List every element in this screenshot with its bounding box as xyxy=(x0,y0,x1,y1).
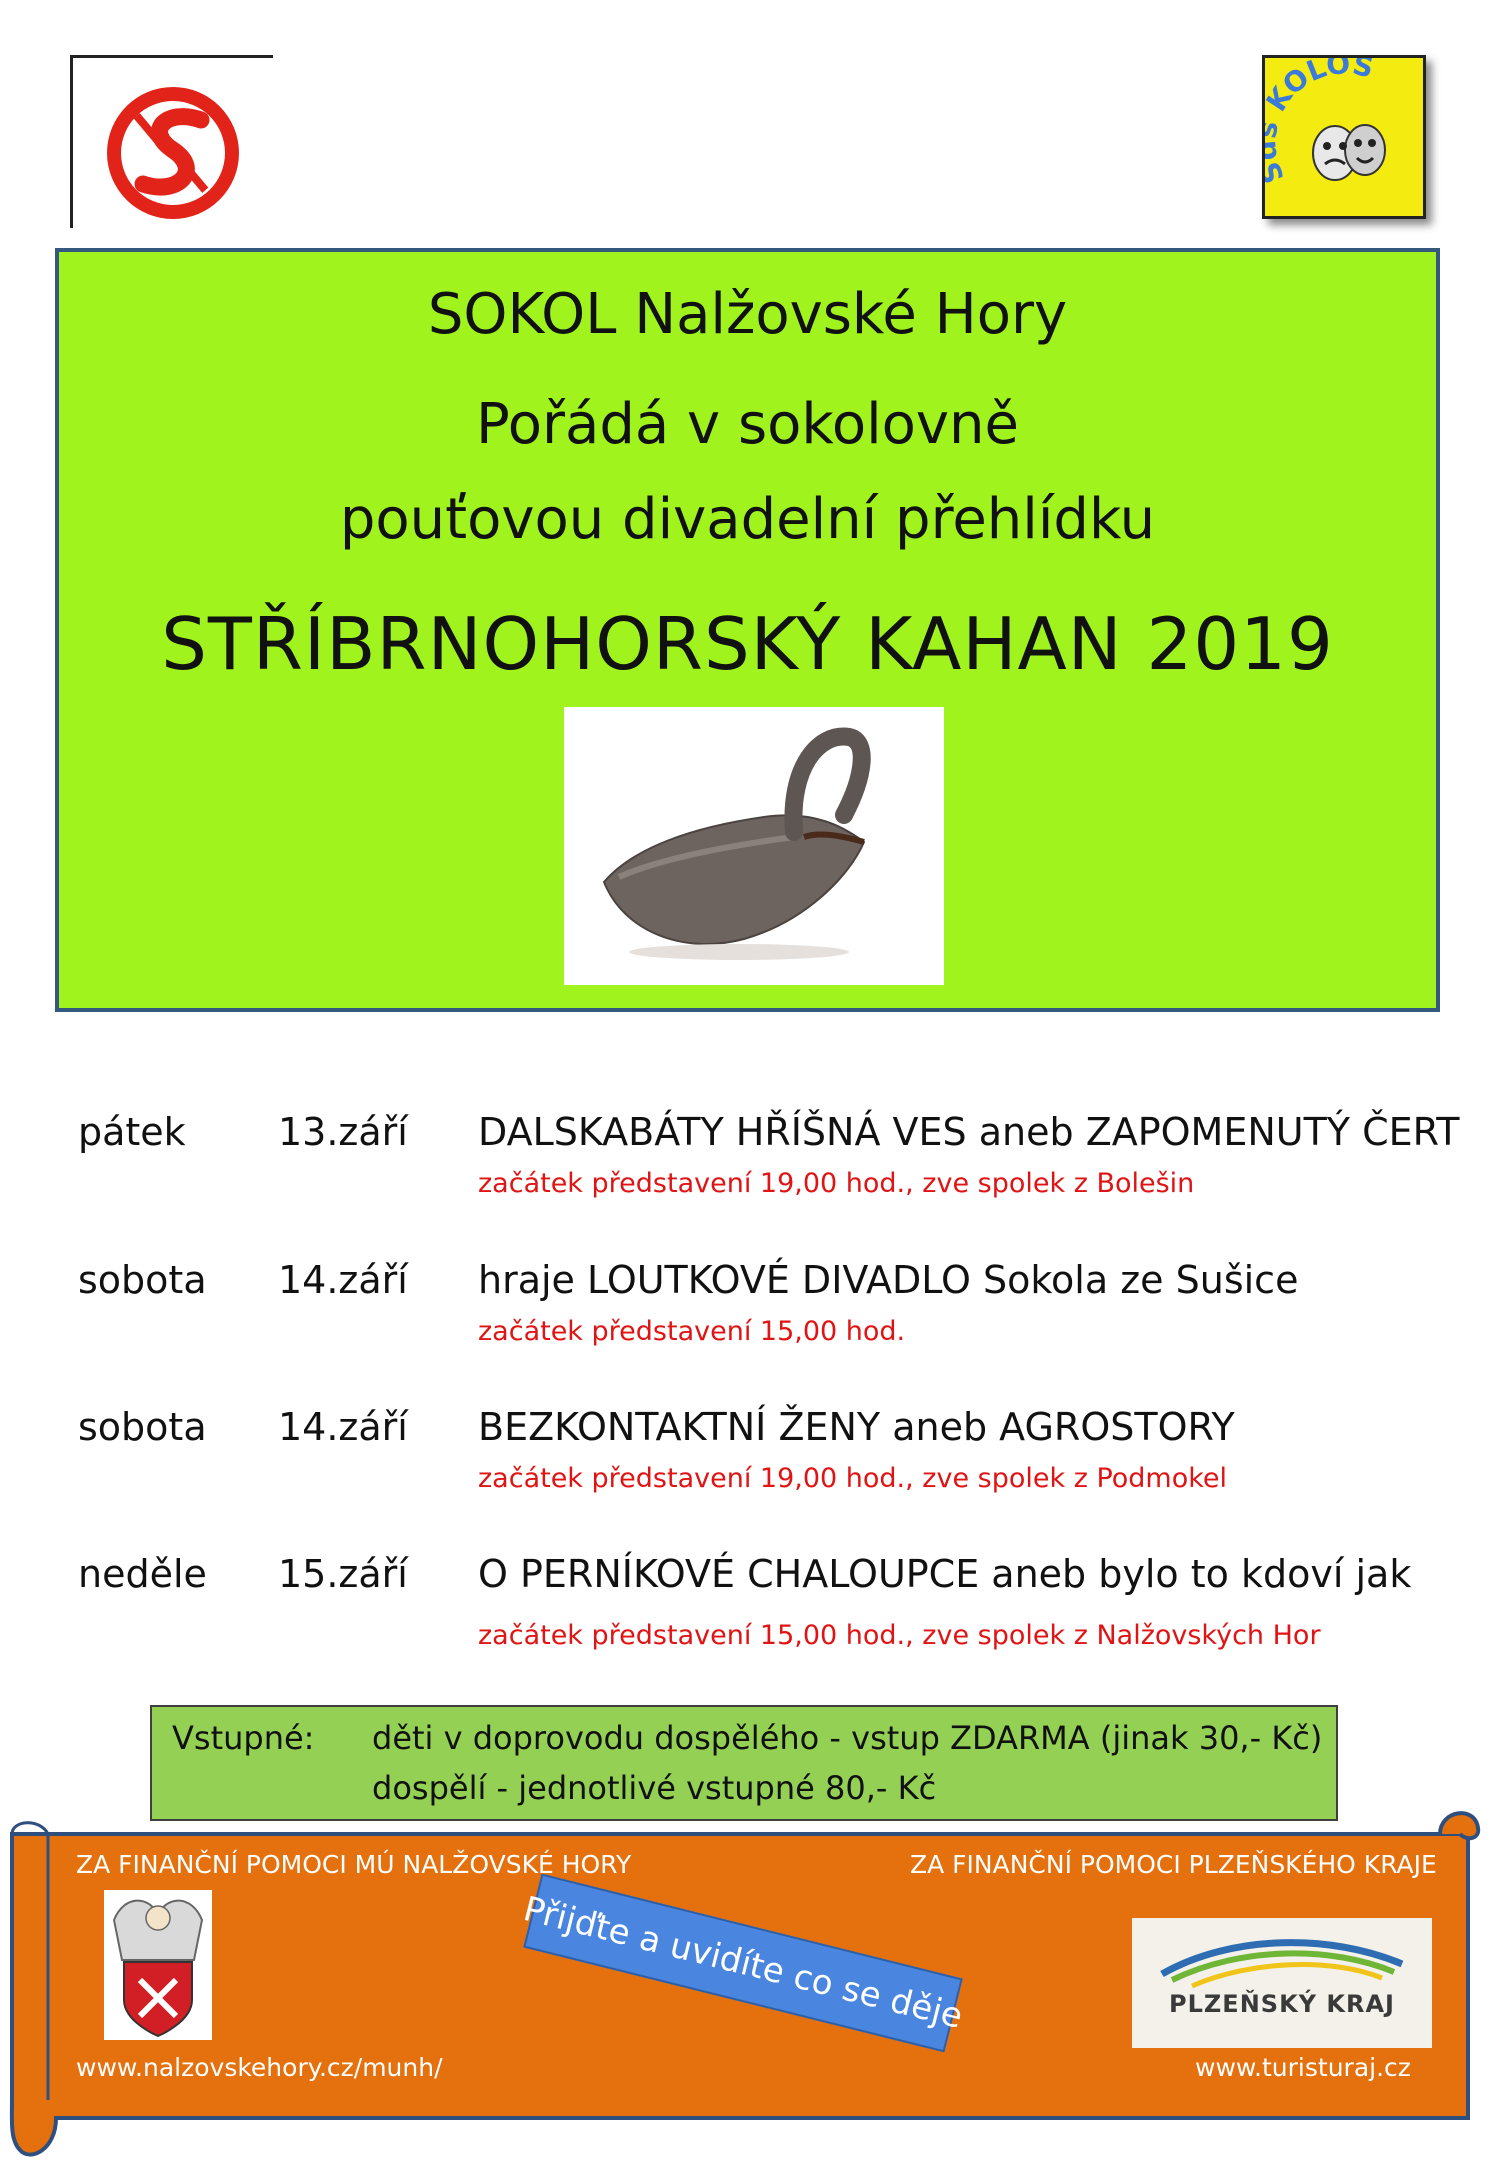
schedule-day: pátek xyxy=(78,1110,186,1154)
admission-adults: dospělí - jednotlivé vstupné 80,- Kč xyxy=(372,1769,937,1807)
admission-label: Vstupné: xyxy=(172,1719,315,1757)
plzen-region-logo xyxy=(1132,1918,1432,2048)
sponsor-left: ZA FINANČNÍ POMOCI MÚ NALŽOVSKÉ HORY xyxy=(76,1850,632,1879)
event-title: STŘÍBRNOHORSKÝ KAHAN 2019 xyxy=(161,602,1334,686)
schedule-note: začátek představení 19,00 hod., zve spolek z Podmokel xyxy=(478,1463,1228,1494)
schedule-date: 14.září xyxy=(278,1258,408,1302)
event-header-panel xyxy=(55,248,1440,1012)
kolos-logo xyxy=(1262,55,1426,219)
intro-line-2: pouťovou divadelní přehlídku xyxy=(339,487,1156,552)
schedule-day: sobota xyxy=(78,1258,207,1302)
schedule-show: DALSKABÁTY HŘÍŠNÁ VES aneb ZAPOMENUTÝ ČERT xyxy=(478,1110,1460,1154)
oil-lamp-photo xyxy=(564,707,944,985)
sokol-emblem-icon xyxy=(73,58,273,228)
schedule-show: O PERNÍKOVÉ CHALOUPCE aneb bylo to kdoví jak xyxy=(478,1552,1412,1596)
schedule-note: začátek představení 15,00 hod. xyxy=(478,1316,906,1347)
schedule-day: sobota xyxy=(78,1405,207,1449)
oil-lamp-icon xyxy=(564,707,944,985)
schedule-day: neděle xyxy=(78,1552,207,1596)
region-url[interactable]: www.turisturaj.cz xyxy=(1195,2053,1411,2082)
invitation-stamp: Přijďte a uvidíte co se děje xyxy=(523,1874,962,2053)
region-logo-text: PLZEŇSKÝ KRAJ xyxy=(1169,1990,1395,2018)
schedule-note: začátek představení 19,00 hod., zve spolek z Bolešin xyxy=(478,1168,1195,1199)
sponsor-right: ZA FINANČNÍ POMOCI PLZEŇSKÉHO KRAJE xyxy=(910,1850,1437,1879)
intro-line-1: Pořádá v sokolovně xyxy=(475,392,1020,457)
svg-text:Sds KOLOS: OLOS xyxy=(1276,58,1377,102)
theatre-masks-icon xyxy=(1265,58,1423,216)
schedule-date: 15.září xyxy=(278,1552,408,1596)
coat-of-arms-icon xyxy=(104,1890,212,2040)
municipality-url[interactable]: www.nalzovskehory.cz/munh/ xyxy=(76,2053,443,2082)
schedule-show: BEZKONTAKTNÍ ŽENY aneb AGROSTORY xyxy=(478,1405,1235,1449)
admission-children: děti v doprovodu dospělého - vstup ZDARMA (jinak 30,- Kč) xyxy=(372,1719,1323,1757)
schedule-date: 14.září xyxy=(278,1405,408,1449)
organizer-name: SOKOL Nalžovské Hory xyxy=(427,282,1068,347)
schedule-date: 13.září xyxy=(278,1110,408,1154)
schedule-note: začátek představení 15,00 hod., zve spolek z Nalžovských Hor xyxy=(478,1620,1321,1651)
schedule-show: hraje LOUTKOVÉ DIVADLO Sokola ze Sušice xyxy=(478,1258,1299,1302)
sokol-logo xyxy=(70,55,273,228)
municipal-crest xyxy=(104,1890,212,2040)
region-swoosh-icon xyxy=(1132,1924,1432,1994)
